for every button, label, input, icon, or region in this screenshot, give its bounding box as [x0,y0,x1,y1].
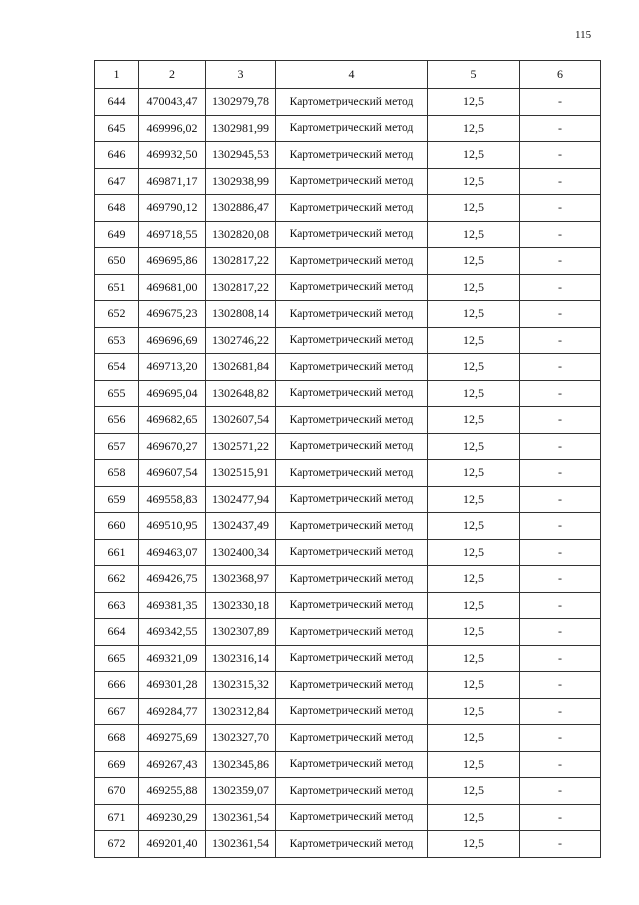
accuracy-cell: 12,5 [428,698,520,725]
table-row [95,725,601,752]
y-coordinate-cell: 1302316,14 [206,645,276,672]
point-number-cell: 658 [95,460,139,487]
y-coordinate-cell: 1302945,53 [206,142,276,169]
description-cell: - [520,645,601,672]
description-cell: - [520,804,601,831]
table-row [95,407,601,434]
method-cell: Картометрический метод [276,248,428,275]
page-number: 115 [575,29,592,41]
point-number-cell: 666 [95,672,139,699]
x-coordinate-cell: 469381,35 [139,592,206,619]
coordinates-table [94,60,601,858]
x-coordinate-cell: 469558,83 [139,486,206,513]
y-coordinate-cell: 1302981,99 [206,115,276,142]
method-cell: Картометрический метод [276,831,428,858]
x-coordinate-cell: 469275,69 [139,725,206,752]
accuracy-cell: 12,5 [428,221,520,248]
description-cell: - [520,592,601,619]
accuracy-cell: 12,5 [428,327,520,354]
y-coordinate-cell: 1302368,97 [206,566,276,593]
table-row [95,513,601,540]
x-coordinate-cell: 469201,40 [139,831,206,858]
x-coordinate-cell: 469426,75 [139,566,206,593]
header-cell-description: 6 [520,61,601,89]
x-coordinate-cell: 469321,09 [139,645,206,672]
method-cell: Картометрический метод [276,354,428,381]
description-cell: - [520,89,601,116]
method-cell: Картометрический метод [276,751,428,778]
y-coordinate-cell: 1302808,14 [206,301,276,328]
y-coordinate-cell: 1302437,49 [206,513,276,540]
x-coordinate-cell: 469284,77 [139,698,206,725]
table-row [95,486,601,513]
method-cell: Картометрический метод [276,168,428,195]
point-number-cell: 655 [95,380,139,407]
description-cell: - [520,115,601,142]
table-row [95,566,601,593]
description-cell: - [520,539,601,566]
description-cell: - [520,195,601,222]
x-coordinate-cell: 469230,29 [139,804,206,831]
point-number-cell: 649 [95,221,139,248]
y-coordinate-cell: 1302515,91 [206,460,276,487]
point-number-cell: 660 [95,513,139,540]
y-coordinate-cell: 1302359,07 [206,778,276,805]
table-row [95,619,601,646]
table-row [95,698,601,725]
header-row [95,61,601,89]
point-number-cell: 671 [95,804,139,831]
x-coordinate-cell: 469342,55 [139,619,206,646]
accuracy-cell: 12,5 [428,407,520,434]
x-coordinate-cell: 469718,55 [139,221,206,248]
method-cell: Картометрический метод [276,195,428,222]
y-coordinate-cell: 1302361,54 [206,831,276,858]
header-cell-point-number: 1 [95,61,139,89]
point-number-cell: 659 [95,486,139,513]
x-coordinate-cell: 469255,88 [139,778,206,805]
accuracy-cell: 12,5 [428,672,520,699]
accuracy-cell: 12,5 [428,195,520,222]
table-row [95,778,601,805]
accuracy-cell: 12,5 [428,89,520,116]
table-row [95,142,601,169]
point-number-cell: 645 [95,115,139,142]
accuracy-cell: 12,5 [428,751,520,778]
y-coordinate-cell: 1302361,54 [206,804,276,831]
description-cell: - [520,486,601,513]
point-number-cell: 665 [95,645,139,672]
method-cell: Картометрический метод [276,539,428,566]
method-cell: Картометрический метод [276,433,428,460]
accuracy-cell: 12,5 [428,645,520,672]
table-row [95,672,601,699]
y-coordinate-cell: 1302477,94 [206,486,276,513]
method-cell: Картометрический метод [276,486,428,513]
accuracy-cell: 12,5 [428,460,520,487]
x-coordinate-cell: 469790,12 [139,195,206,222]
method-cell: Картометрический метод [276,221,428,248]
method-cell: Картометрический метод [276,672,428,699]
accuracy-cell: 12,5 [428,592,520,619]
description-cell: - [520,274,601,301]
point-number-cell: 657 [95,433,139,460]
x-coordinate-cell: 469510,95 [139,513,206,540]
header-cell-y: 3 [206,61,276,89]
method-cell: Картометрический метод [276,513,428,540]
accuracy-cell: 12,5 [428,168,520,195]
y-coordinate-cell: 1302315,32 [206,672,276,699]
x-coordinate-cell: 469871,17 [139,168,206,195]
accuracy-cell: 12,5 [428,486,520,513]
accuracy-cell: 12,5 [428,274,520,301]
description-cell: - [520,327,601,354]
x-coordinate-cell: 469682,65 [139,407,206,434]
point-number-cell: 654 [95,354,139,381]
description-cell: - [520,248,601,275]
table-row [95,433,601,460]
table-row [95,831,601,858]
point-number-cell: 668 [95,725,139,752]
accuracy-cell: 12,5 [428,354,520,381]
y-coordinate-cell: 1302746,22 [206,327,276,354]
method-cell: Картометрический метод [276,645,428,672]
table-row [95,354,601,381]
x-coordinate-cell: 469607,54 [139,460,206,487]
method-cell: Картометрический метод [276,301,428,328]
y-coordinate-cell: 1302345,86 [206,751,276,778]
description-cell: - [520,778,601,805]
description-cell: - [520,513,601,540]
y-coordinate-cell: 1302327,70 [206,725,276,752]
description-cell: - [520,168,601,195]
table-row [95,327,601,354]
y-coordinate-cell: 1302571,22 [206,433,276,460]
x-coordinate-cell: 469267,43 [139,751,206,778]
y-coordinate-cell: 1302681,84 [206,354,276,381]
point-number-cell: 663 [95,592,139,619]
y-coordinate-cell: 1302886,47 [206,195,276,222]
description-cell: - [520,725,601,752]
table-row [95,221,601,248]
description-cell: - [520,380,601,407]
accuracy-cell: 12,5 [428,725,520,752]
accuracy-cell: 12,5 [428,619,520,646]
table-row [95,460,601,487]
y-coordinate-cell: 1302330,18 [206,592,276,619]
description-cell: - [520,460,601,487]
table-row [95,751,601,778]
point-number-cell: 652 [95,301,139,328]
description-cell: - [520,301,601,328]
accuracy-cell: 12,5 [428,301,520,328]
accuracy-cell: 12,5 [428,433,520,460]
x-coordinate-cell: 469695,04 [139,380,206,407]
point-number-cell: 672 [95,831,139,858]
accuracy-cell: 12,5 [428,539,520,566]
x-coordinate-cell: 469713,20 [139,354,206,381]
method-cell: Картометрический метод [276,142,428,169]
y-coordinate-cell: 1302607,54 [206,407,276,434]
table-row [95,380,601,407]
y-coordinate-cell: 1302400,34 [206,539,276,566]
header-cell-x: 2 [139,61,206,89]
method-cell: Картометрический метод [276,698,428,725]
table-row [95,195,601,222]
y-coordinate-cell: 1302979,78 [206,89,276,116]
description-cell: - [520,831,601,858]
method-cell: Картометрический метод [276,274,428,301]
accuracy-cell: 12,5 [428,778,520,805]
accuracy-cell: 12,5 [428,142,520,169]
table-row [95,115,601,142]
description-cell: - [520,433,601,460]
header-cell-method: 4 [276,61,428,89]
table-row [95,89,601,116]
header-cell-accuracy: 5 [428,61,520,89]
description-cell: - [520,751,601,778]
point-number-cell: 653 [95,327,139,354]
point-number-cell: 661 [95,539,139,566]
point-number-cell: 670 [95,778,139,805]
point-number-cell: 651 [95,274,139,301]
point-number-cell: 656 [95,407,139,434]
accuracy-cell: 12,5 [428,804,520,831]
method-cell: Картометрический метод [276,115,428,142]
table-row [95,168,601,195]
table-header [95,61,601,89]
y-coordinate-cell: 1302312,84 [206,698,276,725]
x-coordinate-cell: 469696,69 [139,327,206,354]
description-cell: - [520,672,601,699]
y-coordinate-cell: 1302938,99 [206,168,276,195]
method-cell: Картометрический метод [276,619,428,646]
x-coordinate-cell: 469996,02 [139,115,206,142]
method-cell: Картометрический метод [276,566,428,593]
accuracy-cell: 12,5 [428,380,520,407]
x-coordinate-cell: 469681,00 [139,274,206,301]
accuracy-cell: 12,5 [428,248,520,275]
table-row [95,539,601,566]
table-row [95,804,601,831]
method-cell: Картометрический метод [276,804,428,831]
method-cell: Картометрический метод [276,380,428,407]
y-coordinate-cell: 1302307,89 [206,619,276,646]
x-coordinate-cell: 469695,86 [139,248,206,275]
point-number-cell: 644 [95,89,139,116]
point-number-cell: 647 [95,168,139,195]
x-coordinate-cell: 469301,28 [139,672,206,699]
description-cell: - [520,142,601,169]
description-cell: - [520,698,601,725]
method-cell: Картометрический метод [276,592,428,619]
x-coordinate-cell: 469463,07 [139,539,206,566]
point-number-cell: 667 [95,698,139,725]
description-cell: - [520,566,601,593]
method-cell: Картометрический метод [276,89,428,116]
y-coordinate-cell: 1302648,82 [206,380,276,407]
description-cell: - [520,407,601,434]
accuracy-cell: 12,5 [428,115,520,142]
table-row [95,301,601,328]
description-cell: - [520,354,601,381]
x-coordinate-cell: 469675,23 [139,301,206,328]
description-cell: - [520,221,601,248]
accuracy-cell: 12,5 [428,566,520,593]
table-row [95,274,601,301]
point-number-cell: 664 [95,619,139,646]
y-coordinate-cell: 1302817,22 [206,248,276,275]
method-cell: Картометрический метод [276,460,428,487]
method-cell: Картометрический метод [276,327,428,354]
y-coordinate-cell: 1302817,22 [206,274,276,301]
x-coordinate-cell: 469932,50 [139,142,206,169]
point-number-cell: 662 [95,566,139,593]
table-row [95,645,601,672]
table-row [95,248,601,275]
point-number-cell: 669 [95,751,139,778]
description-cell: - [520,619,601,646]
y-coordinate-cell: 1302820,08 [206,221,276,248]
accuracy-cell: 12,5 [428,831,520,858]
method-cell: Картометрический метод [276,407,428,434]
point-number-cell: 650 [95,248,139,275]
x-coordinate-cell: 469670,27 [139,433,206,460]
table-row [95,592,601,619]
accuracy-cell: 12,5 [428,513,520,540]
point-number-cell: 646 [95,142,139,169]
method-cell: Картометрический метод [276,725,428,752]
point-number-cell: 648 [95,195,139,222]
table-body [95,89,601,858]
x-coordinate-cell: 470043,47 [139,89,206,116]
method-cell: Картометрический метод [276,778,428,805]
